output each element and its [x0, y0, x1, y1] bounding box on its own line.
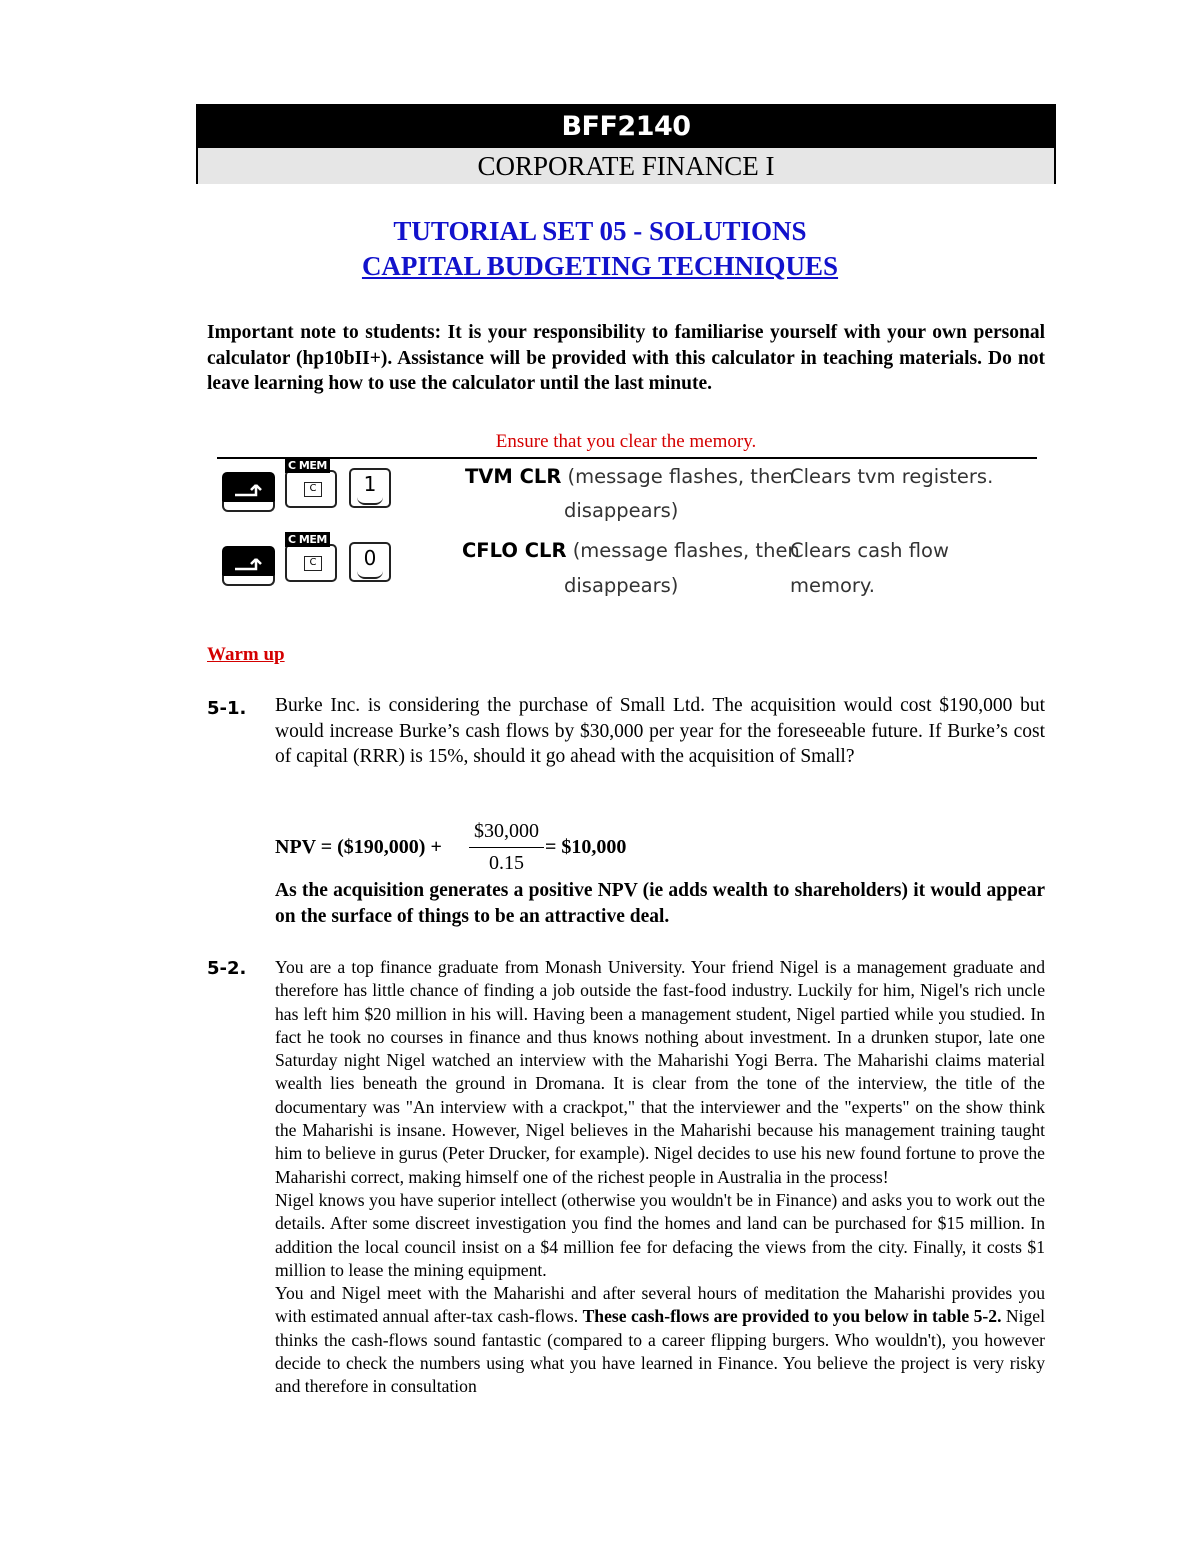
- course-code: BFF2140: [198, 106, 1054, 146]
- calc-result: Clears tvm registers.: [790, 465, 994, 488]
- topic-title: CAPITAL BUDGETING TECHNIQUES: [361, 251, 839, 281]
- cmem-key-label: C MEM: [285, 458, 330, 473]
- shift-key-icon: [222, 546, 275, 580]
- c-key-label: C: [304, 482, 322, 497]
- question-text: [275, 956, 1045, 1399]
- tutorial-title: TUTORIAL SET 05 - SOLUTIONS: [393, 216, 807, 246]
- calc-command: TVM CLR (message flashes, then: [465, 465, 795, 488]
- digit-key-icon: [349, 468, 391, 508]
- digit-key-icon: [349, 542, 391, 582]
- cmem-key-icon: [285, 459, 337, 508]
- npv-result: = $10,000: [545, 836, 627, 858]
- question-paragraph: Nigel knows you have superior intellect (otherwise you wouldn't be in Finance) and asks you to work out the details. After some discreet investigation you find the homes and land can be purchased for $15 million. In addition the local council insist on a $4 million fee for defacing the views from the city. Finally, it costs $1 million to lease the mining equipment.: [275, 1189, 1045, 1280]
- question-text: Burke Inc. is considering the purchase of Small Ltd. The acquisition would cost $190,000 but would increase Burke’s cash flows by $30,000 per year for the foreseeable future. If Burke’s cost of capital (RRR) is 15%, should it go ahead with the acquisition of Small?: [275, 695, 1045, 767]
- question-number: 5-2.: [207, 958, 247, 979]
- ensure-note: Ensure that you clear the memory.: [495, 431, 757, 452]
- warmup-heading: Warm up: [207, 644, 285, 665]
- npv-lhs: NPV = ($190,000) +: [275, 836, 442, 858]
- calc-action: disappears): [564, 574, 679, 597]
- course-header: [196, 104, 1056, 184]
- question-paragraph: You are a top finance graduate from Monash University. Your friend Nigel is a management graduate and therefore has little chance of finding a job outside the fast-food industry. Luckily for him, Nigel's rich uncle has left him $20 million in his will. Having been a management student, Nigel partied while you studied. In fact he took no courses in finance and thus knows nothing about investment. In a drunken stupor, late one Saturday night Nigel watched an interview with the Maharishi Yogi Berra. The Maharishi claims material wealth lies beneath the ground in Dromana. It is clear from the tone of the interview, the title of the documentary was "An interview with a crackpot," that the interviewer and the "experts" on the show think the Maharishi is insane. However, Nigel believes in the Maharishi because his management training taught him to believe in gurus (Peter Drucker, for example). Nigel decides to use his new found fortune to prove the Maharishi correct, making himself one of the richest people in Australia in the process!: [275, 957, 1045, 1187]
- calc-result: memory.: [790, 574, 875, 597]
- npv-fraction: [469, 820, 544, 875]
- cmem-key-label: C MEM: [285, 532, 330, 547]
- question-paragraph: You and Nigel meet with the Maharishi and after several hours of meditation the Maharishi provides you with estimated annual after-tax cash-flows. These cash-flows are provided to you below in table 5-2. Nigel thinks the cash-flows sound fantastic (compared to a career flipping burgers. Who wouldn't), you however decide to check the numbers using what you have learned in Finance. You believe the project is very risky and therefore in consultation: [275, 1283, 1045, 1397]
- calc-result: Clears cash flow: [790, 539, 949, 562]
- course-name: CORPORATE FINANCE I: [198, 146, 1054, 184]
- digit-key-label: 1: [363, 472, 377, 496]
- question-number: 5-1.: [207, 698, 247, 719]
- calc-action: disappears): [564, 499, 679, 522]
- npv-numerator: $30,000: [469, 820, 544, 848]
- divider: [217, 457, 1037, 459]
- npv-denominator: 0.15: [489, 852, 524, 874]
- shift-key-icon: [222, 472, 275, 506]
- important-note: Important note to students: It is your responsibility to familiarise yourself with your own personal calculator (hp10bII+). Assistance will be provided with this calculator in teaching materials. Do not leave learning how to use the calculator until the last minute.: [207, 322, 1045, 394]
- answer-conclusion: As the acquisition generates a positive NPV (ie adds wealth to shareholders) it would appear on the surface of things to be an attractive deal.: [275, 880, 1045, 927]
- cmem-key-icon: [285, 533, 337, 582]
- c-key-label: C: [304, 556, 322, 571]
- digit-key-label: 0: [363, 546, 377, 570]
- calc-command: CFLO CLR (message flashes, then: [462, 539, 800, 562]
